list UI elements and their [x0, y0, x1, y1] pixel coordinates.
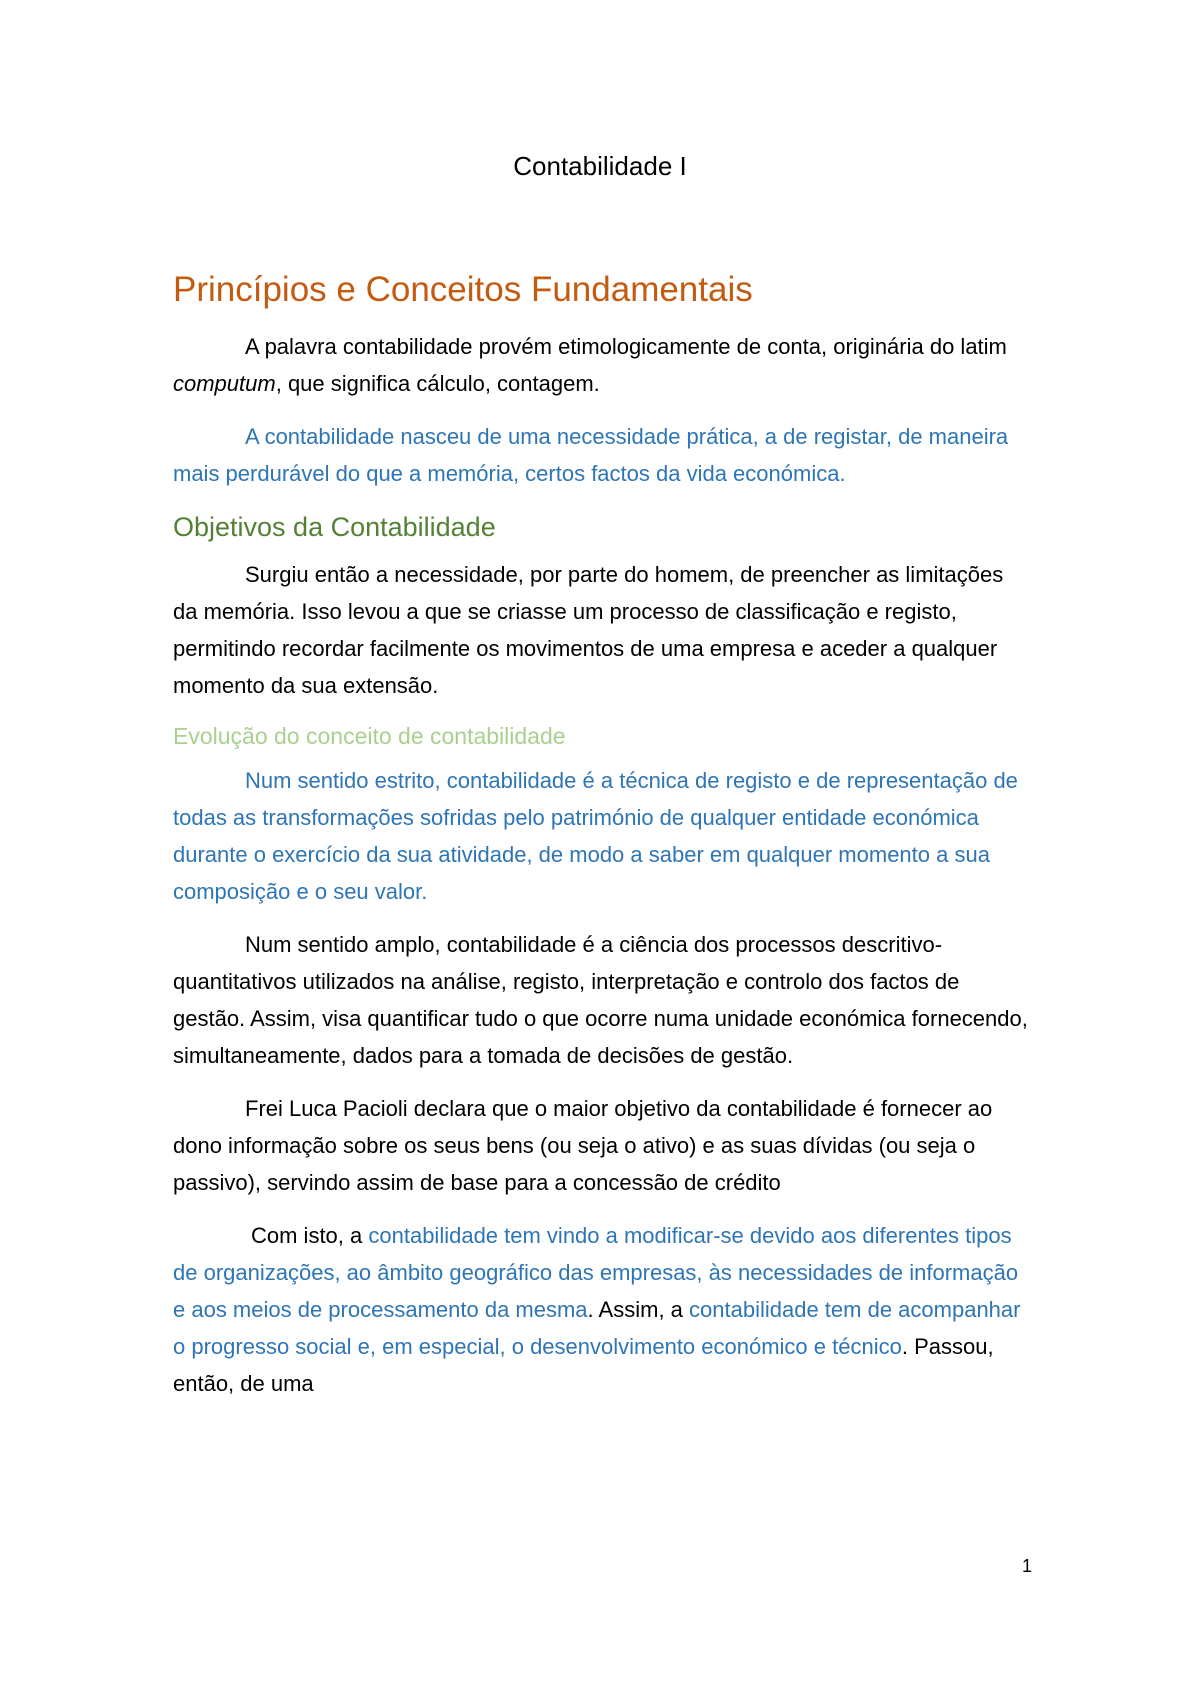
modificacao-highlight-1: contabilidade tem vindo a modificar-se devido aos diferentes tipos de organizações, ao âmbito geográfico das empresas, às necessidades de informação e aos meios de processamento da mesma	[173, 1223, 1019, 1322]
paragraph-objetivos: Surgiu então a necessidade, por parte do homem, de preencher as limitações da memória. Isso levou a que se criasse um processo de classificação e registo, permitindo recordar facilmente os movimentos de uma empresa e aceder a qualquer momento da sua extensão.	[173, 562, 1004, 698]
heading-evolucao: Evolução do conceito de contabilidade	[173, 723, 566, 749]
heading-principios: Princípios e Conceitos Fundamentais	[173, 270, 753, 309]
paragraph-etimologia-text-2: , que significa cálculo, contagem.	[275, 371, 600, 396]
paragraph-modificacao	[173, 1217, 1033, 1402]
document-title: Contabilidade I	[513, 151, 687, 181]
page-number: 1	[1022, 1556, 1033, 1576]
paragraph-sentido-estrito: Num sentido estrito, contabilidade é a técnica de registo e de representação de todas as transformações sofridas pelo património de qualquer entidade económica durante o exercício da sua atividade, de modo a saber em qualquer momento a sua composição e o seu valor.	[173, 768, 1018, 904]
latin-term: computum	[173, 371, 276, 396]
modificacao-text-3: . Passou, então, de uma	[173, 1334, 994, 1396]
paragraph-etimologia	[173, 328, 1033, 402]
paragraph-origem: A contabilidade nasceu de uma necessidade prática, a de registar, de maneira mais perdurável do que a memória, certos factos da vida económica.	[173, 424, 1009, 486]
heading-objetivos: Objetivos da Contabilidade	[173, 512, 496, 542]
document-body	[173, 266, 1033, 1418]
paragraph-sentido-amplo: Num sentido amplo, contabilidade é a ciência dos processos descritivo-quantitativos utilizados na análise, registo, interpretação e controlo dos factos de gestão. Assim, visa quantificar tudo o que ocorre numa unidade económica fornecendo, simultaneamente, dados para a tomada de decisões de gestão.	[173, 932, 1028, 1068]
modificacao-text-1: Com isto, a	[251, 1223, 369, 1248]
modificacao-highlight-2: contabilidade tem de acompanhar o progresso social e, em especial, o desenvolvimento económico e técnico	[173, 1297, 1021, 1359]
paragraph-etimologia-text-1: A palavra contabilidade provém etimologicamente de conta, originária do latim	[245, 334, 1007, 359]
modificacao-text-2: . Assim, a	[587, 1297, 690, 1322]
paragraph-pacioli: Frei Luca Pacioli declara que o maior objetivo da contabilidade é fornecer ao dono informação sobre os seus bens (ou seja o ativo) e as suas dívidas (ou seja o passivo), servindo assim de base para a concessão de crédito	[173, 1096, 993, 1195]
